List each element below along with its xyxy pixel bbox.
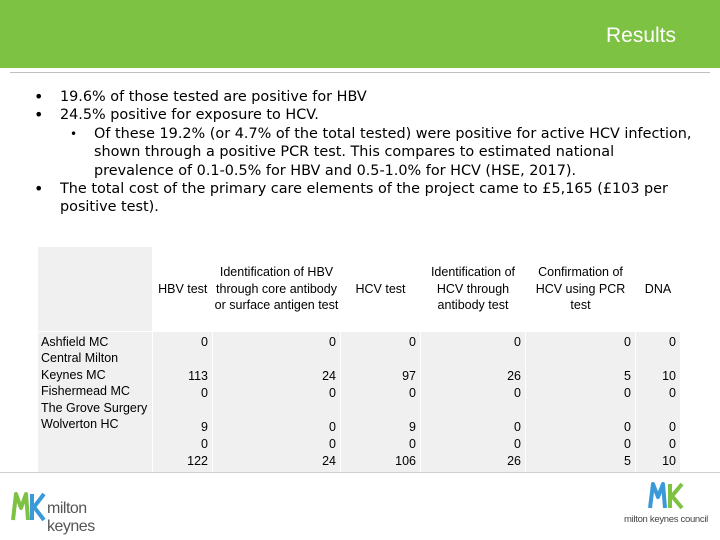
cell-value: 122 [187,454,208,468]
cell-value: 97 [402,369,416,383]
bullet-list [34,88,694,217]
cell-value: 10 [662,454,676,468]
cell-value: 0 [329,420,336,434]
mk-logo-icon [10,486,46,526]
cell-value: 106 [395,454,416,468]
cell-value: 24 [322,454,336,468]
header-hcv-identification: Identification of HCV through antibody test [430,265,516,312]
practice-names-cell [38,332,153,473]
cell-value: 0 [409,437,416,451]
cell-value: 0 [669,437,676,451]
title-banner [0,0,720,68]
table-corner-cell [38,247,153,332]
cell-spacer [530,402,631,419]
cell-value: 0 [514,386,521,400]
milton-keynes-logo [10,486,120,535]
cell-spacer [425,351,521,368]
cell-value: 9 [409,420,416,434]
cell-value: 0 [624,420,631,434]
header-hbv-test: HBV test [158,281,208,296]
slide-title: Results [605,24,676,47]
practice-name: Ashfield MC [41,335,109,349]
cell-spacer [530,351,631,368]
hcv-test-values [341,332,421,473]
hcv-pcr-values [526,332,636,473]
cell-value: 0 [669,335,676,349]
cell-value: 0 [624,335,631,349]
header-hcv-test: HCV test [355,281,406,296]
cell-spacer [425,402,521,419]
cell-value: 0 [624,386,631,400]
header-hcv-pcr: Confirmation of HCV using PCR test [535,265,626,312]
dna-values [636,332,681,473]
cell-value: 0 [669,386,676,400]
mk-council-logo-icon [646,478,686,512]
cell-spacer [345,351,416,368]
logo-wordmark: milton keynes [47,500,95,535]
sub-bullet-pcr: • Of these 19.2% (or 4.7% of the total tested) were positive for active HCV infection, shown through a positive PCR test. This compares to estimated national prevalence of 0.1-0.5% for HBV and 0.5-1.0% for HCV (HSE, 2017). [94,125,694,180]
cell-spacer [157,351,208,368]
cell-value: 0 [669,420,676,434]
cell-value: 26 [507,454,521,468]
cell-spacer [217,351,336,368]
bullet-hcv: • 24.5% positive for exposure to HCV. [34,106,694,124]
cell-spacer [640,351,676,368]
cell-value: 0 [329,335,336,349]
cell-value: 24 [322,369,336,383]
results-table [37,246,681,473]
divider-line [10,72,710,73]
cell-value: 0 [624,437,631,451]
cell-spacer [345,402,416,419]
cell-value: 0 [201,386,208,400]
cell-spacer [640,402,676,419]
cell-value: 5 [624,369,631,383]
practice-name: The Grove Surgery [41,400,148,415]
cell-value: 0 [514,335,521,349]
cell-spacer [217,402,336,419]
practice-name: Fishermead MC [41,384,130,399]
cell-value: 26 [507,369,521,383]
logo-wordmark: milton keynes council [624,514,708,525]
hbv-test-values [153,332,213,473]
header-hbv-identification: Identification of HBV through core antibody or surface antigen test [214,265,339,312]
practice-name: Central Milton Keynes MC [41,351,119,382]
cell-value: 0 [329,437,336,451]
cell-value: 0 [201,335,208,349]
table-header-row [38,247,681,332]
practice-name: Wolverton HC [41,417,119,432]
cell-value: 10 [662,369,676,383]
header-dna: DNA [644,281,672,296]
cell-value: 0 [409,335,416,349]
table-data-row [38,332,681,473]
cell-value: 0 [329,386,336,400]
hbv-identification-values [213,332,341,473]
milton-keynes-council-logo [620,478,710,534]
cell-value: 9 [201,420,208,434]
cell-value: 113 [188,369,208,383]
cell-value: 0 [201,437,208,451]
cell-spacer [157,402,208,419]
cell-value: 0 [514,437,521,451]
bullet-hbv: • 19.6% of those tested are positive for HBV [34,88,694,106]
cell-value: 0 [514,420,521,434]
cell-value: 5 [624,454,631,468]
bullet-cost: • The total cost of the primary care elements of the project came to £5,165 (£103 per positive test). [34,180,694,217]
cell-value: 0 [409,386,416,400]
hcv-identification-values [421,332,526,473]
footer-divider [0,472,720,473]
